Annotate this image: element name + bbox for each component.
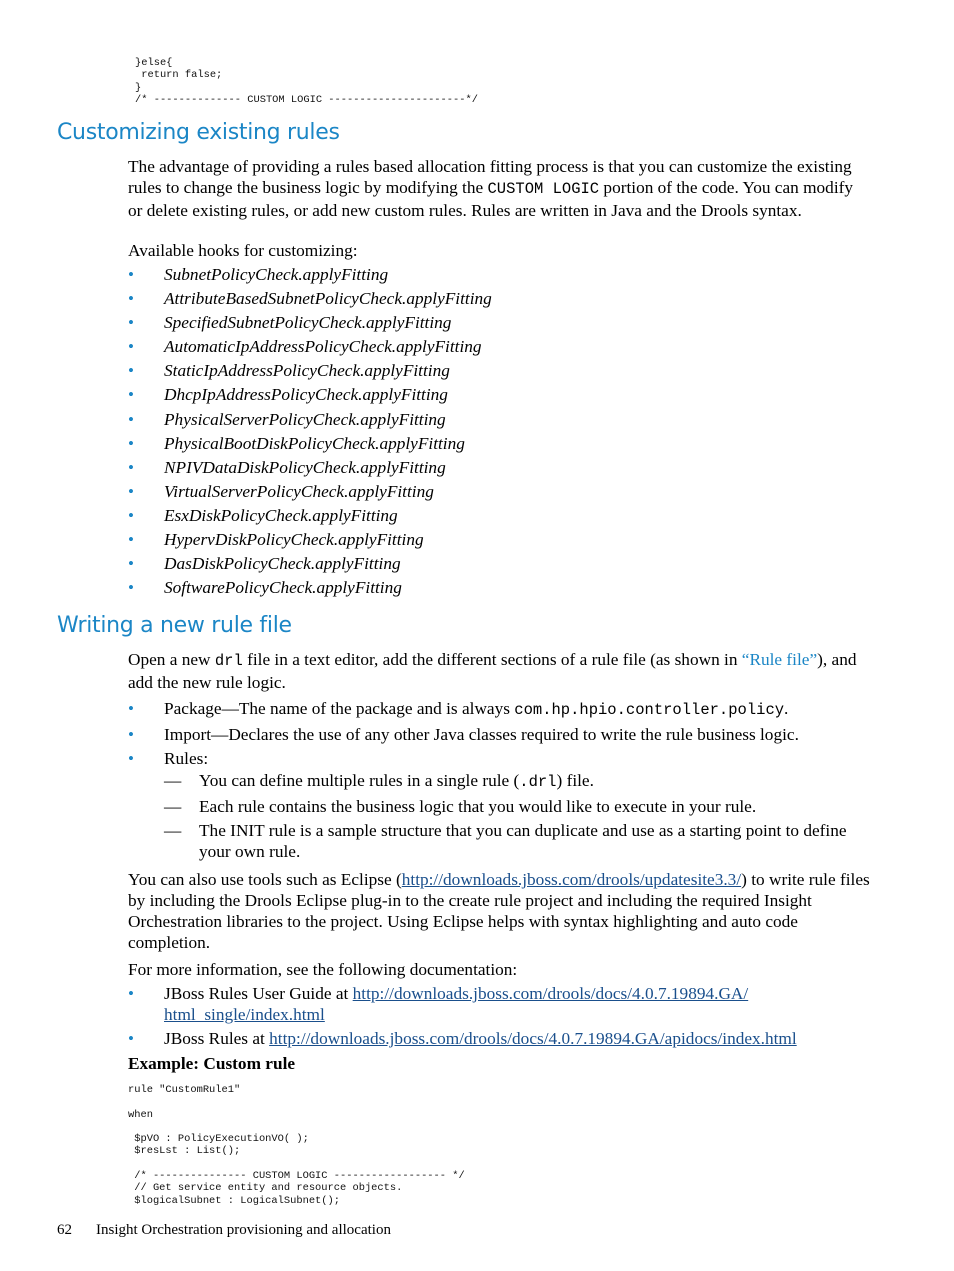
user-guide-link[interactable]: http://downloads.jboss.com/drools/docs/4.0.7.19894.GA/ html_single/index.html [164,984,749,1024]
code-line: }else{ [135,57,173,69]
para-text: file in a text editor, add the different sections of a rule file (as shown in [242,650,742,669]
example-code-block [128,1084,465,1207]
hook-item [128,457,492,481]
para-text: Open a new [128,650,215,669]
bullet-icon: • [128,361,134,381]
bullet-icon: • [128,1029,134,1048]
code-line: return false; [135,69,223,82]
hook-item [128,312,492,336]
hook-name: SpecifiedSubnetPolicyCheck.applyFitting [164,313,452,333]
code-line: // Get service entity and resource objects. [128,1182,403,1195]
code-line: when [128,1108,153,1121]
bullet-icon: • [128,725,134,744]
hook-name: DasDiskPolicyCheck.applyFitting [164,554,401,574]
item-text: You can define multiple rules in a single rule ( [199,771,520,790]
code-line [128,1121,465,1133]
code-line: } [135,81,142,94]
hook-name: StaticIpAddressPolicyCheck.applyFitting [164,361,450,381]
hook-name: EsxDiskPolicyCheck.applyFitting [164,505,398,525]
more-info-paragraph: For more information, see the following documentation: [128,960,518,979]
code-line: /* --------------- CUSTOM LOGIC ------------------ */ [128,1170,465,1183]
apidocs-link[interactable]: http://downloads.jboss.com/drools/docs/4.0.7.19894.GA/apidocs/index.html [269,1029,797,1048]
dash-icon: — [164,821,182,840]
para-text: portion of the code. You can modify or delete existing rules, or add new custom rules. Rules are written in Java and the Drools syntax. [128,178,854,220]
bullet-icon: • [128,385,134,405]
code-line: $pVO : PolicyExecutionVO( ); [128,1133,309,1146]
hook-name: DhcpIpAddressPolicyCheck.applyFitting [164,385,448,405]
bullet-icon: • [128,578,134,598]
para-text: ) to write rule files by including the Drools Eclipse plug-in to the create rule project and including the required Insight Orchestration libraries to the project. Using Eclipse helps with syntax highlighting and auto code completion. [128,870,870,952]
section-heading-writing: Writing a new rule file [57,613,292,638]
list-item [128,748,870,769]
code-line: $logicalSubnet : LogicalSubnet(); [128,1194,341,1207]
hook-item [128,384,492,408]
bullet-icon: • [128,433,134,453]
rules-sublist [164,770,870,865]
item-text: Import—Declares the use of any other Java classes required to write the rule business logic. [164,725,799,744]
hook-item [128,264,492,288]
hook-item [128,481,492,505]
list-item [128,983,870,1025]
bullet-icon: • [128,289,134,309]
list-item [164,820,870,862]
rule-sections-list [128,698,870,769]
hook-item [128,409,492,433]
bullet-icon: • [128,749,134,768]
hook-name: SoftwarePolicyCheck.applyFitting [164,578,402,598]
item-text: Package—The name of the package and is always [164,699,515,718]
dash-icon: — [164,771,182,790]
hook-name: HypervDiskPolicyCheck.applyFitting [164,530,424,550]
hook-item [128,288,492,312]
bullet-icon: • [128,505,134,525]
bullet-icon: • [128,337,134,357]
hooks-list [128,264,492,601]
hook-item [128,529,492,553]
item-text: The INIT rule is a sample structure that you can duplicate and use as a starting point to define your own rule. [199,821,847,861]
hook-name: NPIVDataDiskPolicyCheck.applyFitting [164,457,446,477]
item-text: Each rule contains the business logic that you would like to execute in your rule. [199,797,757,816]
para-text: The advantage of providing a rules based allocation fitting process is that you can customize the existing rules to change the business logic by modifying the [128,157,852,197]
list-item [128,724,870,745]
list-item [164,770,870,793]
hook-name: VirtualServerPolicyCheck.applyFitting [164,481,434,501]
hook-name: PhysicalBootDiskPolicyCheck.applyFitting [164,433,465,453]
hook-item [128,577,492,601]
hook-item [128,433,492,457]
hook-name: AutomaticIpAddressPolicyCheck.applyFitting [164,337,482,357]
para-text: ), and add the new rule logic. [128,650,857,692]
top-code-block [135,57,478,106]
docs-list [128,983,870,1049]
hook-name: AttributeBasedSubnetPolicyCheck.applyFitting [164,289,492,309]
rule-file-link[interactable]: “Rule file” [741,650,818,669]
hook-item [128,360,492,384]
list-item [128,1028,870,1049]
bullet-icon: • [128,984,134,1003]
item-text: ) file. [556,771,594,790]
list-item [164,796,870,817]
bullet-icon: • [128,313,134,333]
footer-title: Insight Orchestration provisioning and allocation [96,1222,391,1238]
eclipse-paragraph [128,869,870,953]
code-line: /* -------------- CUSTOM LOGIC ----------------------*/ [135,93,478,106]
dash-icon: — [164,797,182,816]
inline-code: CUSTOM LOGIC [487,180,600,198]
inline-code: .drl [519,773,557,791]
code-line: $resLst : List(); [128,1145,241,1158]
eclipse-update-link[interactable]: http://downloads.jboss.com/drools/updatesite3.3/ [401,870,742,889]
item-text: . [784,699,789,718]
hook-name: SubnetPolicyCheck.applyFitting [164,265,389,284]
section-heading-customizing: Customizing existing rules [57,120,340,145]
code-line [128,1158,465,1170]
item-text: JBoss Rules at [164,1029,270,1048]
customizing-paragraph [128,156,870,221]
bullet-icon: • [128,699,134,718]
hook-name: PhysicalServerPolicyCheck.applyFitting [164,409,446,429]
hook-item [128,553,492,577]
hook-item [128,505,492,529]
page-number: 62 [57,1222,72,1238]
hook-item [128,336,492,360]
writing-intro [128,649,870,693]
bullet-icon: • [128,457,134,477]
bullet-icon: • [128,530,134,550]
inline-code: drl [214,652,243,670]
example-title: Example: Custom rule [128,1054,296,1073]
code-line: rule "CustomRule1" [128,1084,241,1096]
hooks-intro: Available hooks for customizing: [128,241,358,260]
page-footer [57,1222,391,1239]
code-line [128,1096,465,1108]
item-text: JBoss Rules User Guide at [164,984,353,1003]
bullet-icon: • [128,554,134,574]
bullet-icon: • [128,265,134,284]
bullet-icon: • [128,481,134,501]
inline-code: com.hp.hpio.controller.policy [514,701,785,719]
item-text: Rules: [164,749,209,768]
para-text: You can also use tools such as Eclipse ( [128,870,402,889]
list-item [128,698,870,721]
bullet-icon: • [128,409,134,429]
